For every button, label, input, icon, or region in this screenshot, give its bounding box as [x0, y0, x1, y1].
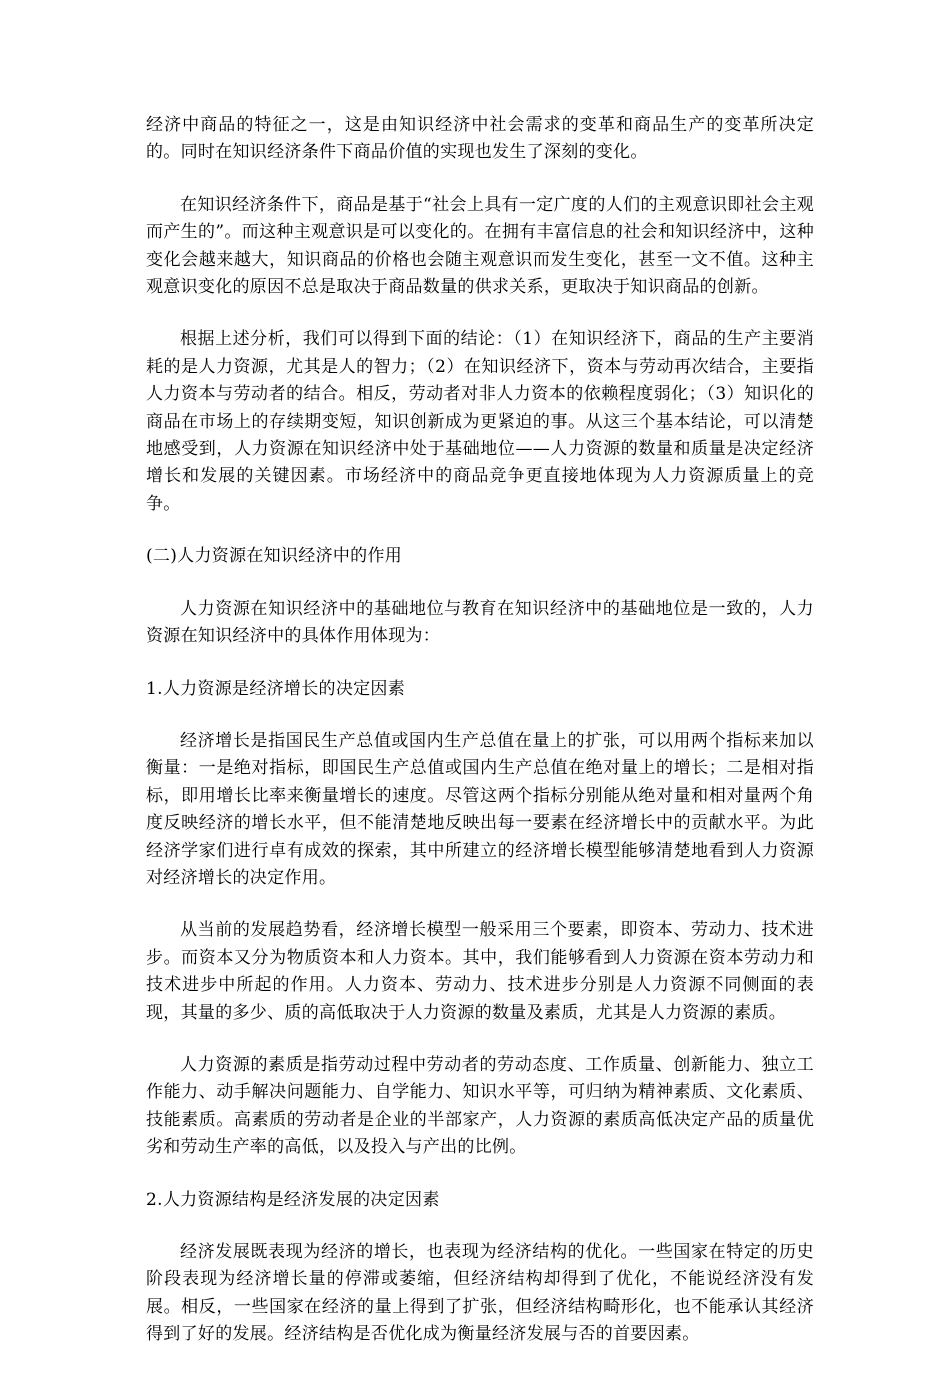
paragraph-knowledge-commodity: 在知识经济条件下，商品是基于“社会上具有一定广度的人们的主观意识即社会主观而产生的”。而这种主观意识是可以变化的。在拥有丰富信息的社会和知识经济中，这种变化会越来越大，知识商品的价格也会随主观意识而发生变化，甚至一文不值。这种主观意识变化的原因不总是取决于商品数量的供求关系，更取决于知识商品的创新。: [146, 194, 814, 298]
subheading-growth: 1.人力资源是经济增长的决定因素: [146, 678, 406, 699]
paragraph-role-intro: 人力资源在知识经济中的基础地位与教育在知识经济中的基础地位是一致的，人力资源在知识经济中的具体作用体现为：: [146, 598, 814, 647]
section-heading-role: (二)人力资源在知识经济中的作用: [146, 546, 403, 567]
paragraph-quality: 人力资源的素质是指劳动过程中劳动者的劳动态度、工作质量、创新能力、独立工作能力、动手解决问题能力、自学能力、知识水平等，可归纳为精神素质、文化素质、技能素质。高素质的劳动者是企业的半部家产，人力资源的素质高低决定产品的质量优劣和劳动生产率的高低，以及投入与产出的比例。: [146, 1054, 814, 1158]
paragraph-growth-definition: 经济增长是指国民生产总值或国内生产总值在量上的扩张，可以用两个指标来加以衡量：一是绝对指标，即国民生产总值或国内生产总值在绝对量上的增长；二是相对指标，即用增长比率来衡量增长的速度。尽管这两个指标分别能从绝对量和相对量两个角度反映经济的增长水平，但不能清楚地反映出每一要素在经济增长中的贡献水平。为此经济学家们进行卓有成效的探索，其中所建立的经济增长模型能够清楚地看到人力资源对经济增长的决定作用。: [146, 730, 814, 888]
paragraph-continuation: 经济中商品的特征之一，这是由知识经济中社会需求的变革和商品生产的变革所决定的。同时在知识经济条件下商品价值的实现也发生了深刻的变化。: [146, 115, 814, 163]
paragraph-development: 经济发展既表现为经济的增长，也表现为经济结构的优化。一些国家在特定的历史阶段表现为经济增长量的停滞或萎缩，但经济结构却得到了优化，不能说经济没有发展。相反，一些国家在经济的量上得到了扩张，但经济结构畸形化，也不能承认其经济得到了好的发展。经济结构是否优化成为衡量经济发展与否的首要因素。: [146, 1242, 814, 1345]
document-page: [146, 112, 814, 1374]
paragraph-growth-model: 从当前的发展趋势看，经济增长模型一般采用三个要素，即资本、劳动力、技术进步。而资本又分为物质资本和人力资本。其中，我们能够看到人力资源在资本劳动力和技术进步中所起的作用。人力资本、劳动力、技术进步分别是人力资源不同侧面的表现，其量的多少、质的高低取决于人力资源的数量及素质，尤其是人力资源的素质。: [146, 920, 814, 1023]
subheading-structure: 2.人力资源结构是经济发展的决定因素: [146, 1189, 440, 1210]
paragraph-conclusions: 根据上述分析，我们可以得到下面的结论：（1）在知识经济下，商品的生产主要消耗的是人力资源，尤其是人的智力；（2）在知识经济下，资本与劳动再次结合，主要指人力资本与劳动者的结合。相反，劳动者对非人力资本的依赖程度弱化；（3）知识化的商品在市场上的存续期变短，知识创新成为更紧迫的事。从这三个基本结论，可以清楚地感受到，人力资源在知识经济中处于基础地位——人力资源的数量和质量是决定经济增长和发展的关键因素。市场经济中的商品竞争更直接地体现为人力资源质量上的竞争。: [146, 329, 814, 514]
